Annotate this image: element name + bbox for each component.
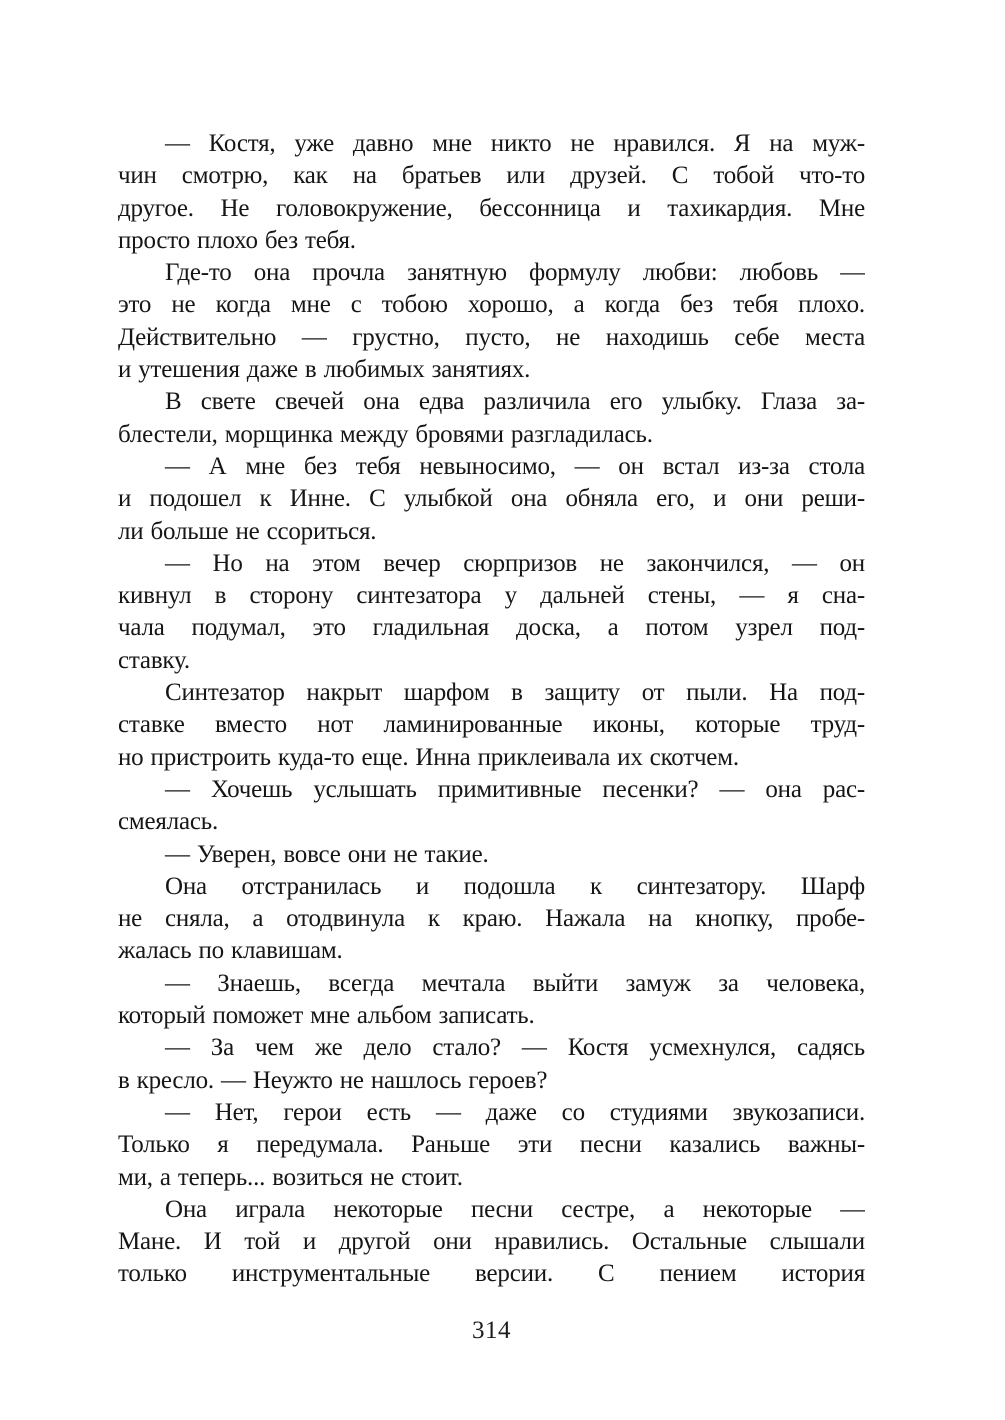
text-line: — А мне без тебя невыносимо, — он встал из-за стола <box>165 452 865 480</box>
text-block <box>118 128 865 1291</box>
text-line: просто плохо без тебя. <box>118 226 356 254</box>
text-line: — Но на этом вечер сюрпризов не закончился, — он <box>165 549 865 577</box>
text-line: В свете свечей она едва различила его улыбку. Глаза за- <box>165 388 865 416</box>
text-line: ли больше не ссориться. <box>118 517 377 545</box>
paragraph <box>118 968 865 1033</box>
text-line: Она отстранилась и подошла к синтезатору. Шарф <box>165 872 865 900</box>
text-line: ставке вместо нот ламинированные иконы, которые труд- <box>118 711 865 739</box>
text-line: не сняла, а отодвинула к краю. Нажала на кнопку, пробе- <box>118 905 865 933</box>
text-line: смеялась. <box>118 808 219 836</box>
text-line: чин смотрю, как на братьев или друзей. С тобой что-то <box>118 162 865 190</box>
text-line: который поможет мне альбом записать. <box>118 1002 535 1030</box>
text-line: только инструментальные версии. С пением история <box>118 1260 865 1288</box>
text-line: кивнул в сторону синтезатора у дальней стены, — я сна- <box>118 582 865 610</box>
text-line: в кресло. — Неужто не нашлось героев? <box>118 1066 548 1094</box>
text-line: Мане. И той и другой они нравились. Остальные слышали <box>118 1228 865 1256</box>
text-line: — Хочешь услышать примитивные песенки? — она рас- <box>165 775 865 803</box>
paragraph <box>118 257 865 386</box>
text-line: чала подумал, это гладильная доска, а потом узрел под- <box>118 614 865 642</box>
paragraph <box>118 548 865 677</box>
paragraph <box>118 774 865 839</box>
text-line: — Нет, герои есть — даже со студиями звукозаписи. <box>165 1098 865 1126</box>
text-line: другое. Не головокружение, бессонница и тахикардия. Мне <box>118 194 865 222</box>
text-line: — За чем же дело стало? — Костя усмехнулся, садясь <box>165 1034 865 1062</box>
text-line: Где-то она прочла занятную формулу любви: любовь — <box>165 259 865 287</box>
text-line: и подошел к Инне. С улыбкой она обняла его, и они реши- <box>118 485 865 513</box>
text-line: но пристроить куда-то еще. Инна приклеивала их скотчем. <box>118 743 739 771</box>
text-line: ставку. <box>118 646 190 674</box>
text-line: — Знаешь, всегда мечтала выйти замуж за человека, <box>165 969 865 997</box>
text-line: жалась по клавишам. <box>118 937 343 965</box>
text-line: Синтезатор накрыт шарфом в защиту от пыли. На под- <box>165 679 865 707</box>
paragraph <box>118 1194 865 1291</box>
page-number: 314 <box>472 1317 511 1344</box>
text-line: — Костя, уже давно мне никто не нравился. Я на муж- <box>165 130 865 157</box>
paragraph <box>118 871 865 968</box>
paragraph <box>118 1097 865 1194</box>
paragraph <box>118 386 865 451</box>
text-line: блестели, морщинка между бровями разгладилась. <box>118 420 653 448</box>
paragraph <box>118 451 865 548</box>
paragraph <box>118 839 865 871</box>
text-line: Только я передумала. Раньше эти песни казались важны- <box>118 1131 865 1159</box>
text-line: ми, а теперь... возиться не стоит. <box>118 1163 463 1191</box>
paragraph <box>118 677 865 774</box>
text-line: и утешения даже в любимых занятиях. <box>118 356 531 384</box>
paragraph <box>118 1032 865 1097</box>
text-line: — Уверен, вовсе они не такие. <box>165 840 489 868</box>
text-line: это не когда мне с тобою хорошо, а когда без тебя плохо. <box>118 291 865 319</box>
paragraph <box>118 128 865 257</box>
text-line: Действительно — грустно, пусто, не находишь себе места <box>118 323 865 351</box>
text-line: Она играла некоторые песни сестре, а некоторые — <box>165 1195 865 1223</box>
